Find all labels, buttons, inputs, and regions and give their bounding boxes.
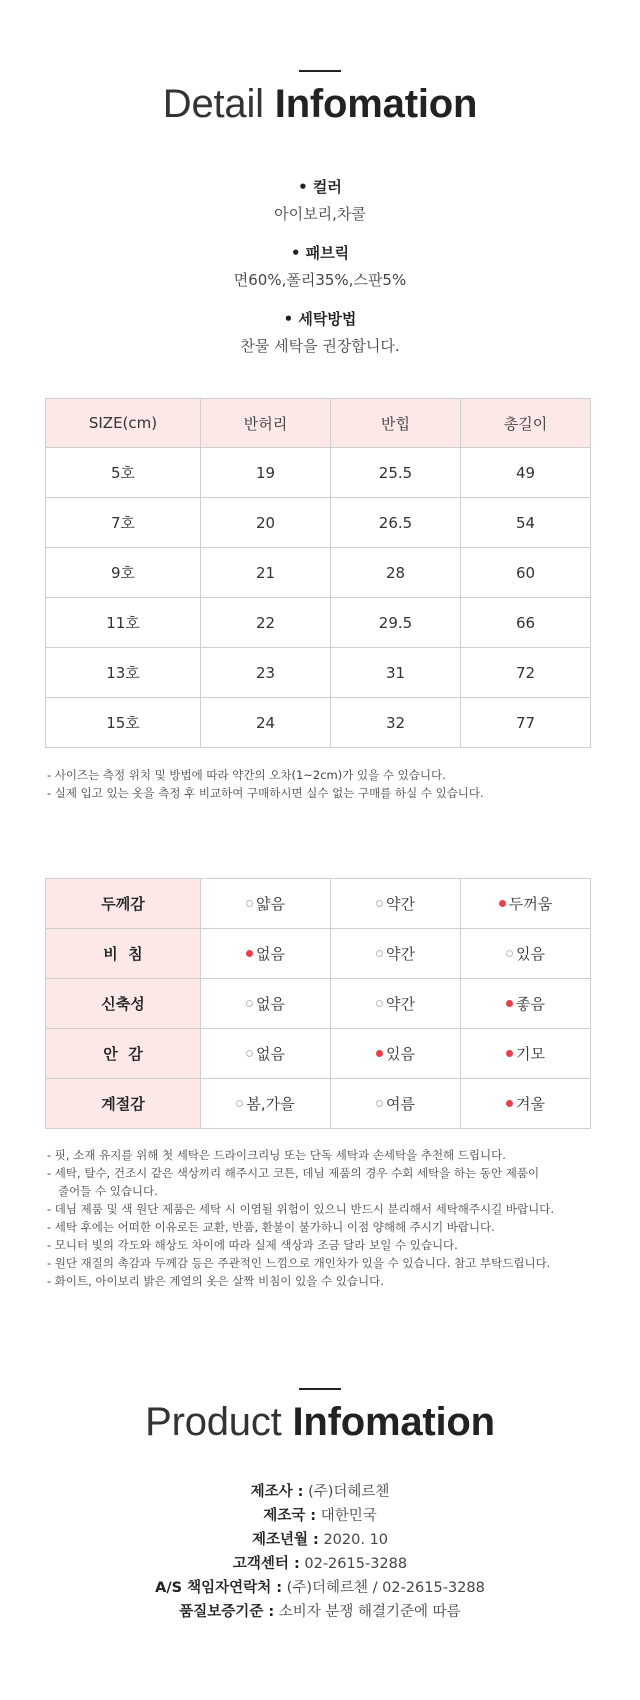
feel-option-label: 여름 [386, 1095, 415, 1113]
info-key: 제조년월 : [251, 1532, 319, 1548]
info-row-as-contact [0, 1576, 640, 1600]
note-line: 줄어들 수 있습니다. [47, 1184, 158, 1198]
table-cell: 23 [201, 648, 331, 698]
feel-option-label: 약간 [386, 945, 415, 963]
feel-option-label: 있음 [386, 1045, 415, 1063]
table-cell: 20 [201, 498, 331, 548]
feel-option-label: 없음 [256, 945, 285, 963]
feel-option-label: 봄,가을 [246, 1095, 295, 1113]
table-cell: 7호 [46, 498, 201, 548]
spec-label: • 컬러 [298, 178, 342, 196]
selected-dot-icon [499, 900, 506, 907]
table-cell: 25.5 [331, 448, 461, 498]
note-line: - 핏, 소재 유지를 위해 첫 세탁은 드라이크리닝 또는 단독 세탁과 손세탁을 추천해 드립니다. [47, 1148, 506, 1162]
spec-item-washing [0, 308, 640, 356]
table-cell: 5호 [46, 448, 201, 498]
note-line: - 데님 제품 및 색 원단 제품은 세탁 시 이염될 위험이 있으니 반드시 분리해서 세탁해주시길 바랍니다. [47, 1202, 554, 1216]
feel-option [331, 1029, 461, 1079]
table-cell: 28 [331, 548, 461, 598]
header-cell: 총길이 [461, 399, 591, 448]
table-cell: 13호 [46, 648, 201, 698]
feel-option [331, 979, 461, 1029]
product-title-bold: Infomation [292, 1400, 495, 1444]
detail-title-bold: Infomation [274, 82, 478, 126]
note-line: - 사이즈는 측정 위치 및 방법에 따라 약간의 오차(1~2cm)가 있을 수 있습니다. [47, 768, 446, 782]
header-cell: 반힙 [331, 399, 461, 448]
unselected-dot-icon [376, 1000, 383, 1007]
table-cell: 19 [201, 448, 331, 498]
feel-option [461, 979, 591, 1029]
info-key: 고객센터 : [232, 1556, 300, 1572]
info-key: 품질보증기준 : [179, 1604, 275, 1620]
detail-header [0, 70, 640, 127]
unselected-dot-icon [246, 1050, 253, 1057]
feel-option-label: 없음 [256, 995, 285, 1013]
table-row [46, 698, 591, 748]
unselected-dot-icon [376, 1100, 383, 1107]
table-cell: 15호 [46, 698, 201, 748]
info-key: 제조국 : [263, 1508, 317, 1524]
spec-value: 찬물 세탁을 권장합니다. [240, 337, 400, 355]
feel-option-label: 좋음 [516, 995, 545, 1013]
detail-title-light: Detail [162, 82, 264, 126]
title-divider [299, 70, 341, 72]
spec-item-color [0, 176, 640, 224]
feel-option [201, 879, 331, 929]
info-row-customer-center [0, 1552, 640, 1576]
feel-label: 신축성 [46, 979, 201, 1029]
info-value: 2020. 10 [323, 1532, 389, 1548]
table-row [46, 598, 591, 648]
feel-row [46, 1029, 591, 1079]
table-cell: 29.5 [331, 598, 461, 648]
size-notes [47, 766, 484, 802]
product-info-list [0, 1480, 640, 1624]
feel-label: 두께감 [46, 879, 201, 929]
table-row [46, 648, 591, 698]
feel-option-label: 두꺼움 [508, 895, 553, 913]
info-value: 소비자 분쟁 해결기준에 따름 [278, 1604, 461, 1620]
product-title [0, 1400, 640, 1445]
table-row [46, 548, 591, 598]
feel-option-label: 있음 [516, 945, 545, 963]
info-row-manufacturer [0, 1480, 640, 1504]
feel-option-label: 기모 [516, 1045, 545, 1063]
table-cell: 77 [461, 698, 591, 748]
feel-option-label: 약간 [386, 995, 415, 1013]
feel-row [46, 929, 591, 979]
table-cell: 22 [201, 598, 331, 648]
feel-option [201, 929, 331, 979]
feel-option [201, 979, 331, 1029]
selected-dot-icon [506, 1000, 513, 1007]
selected-dot-icon [506, 1050, 513, 1057]
table-cell: 66 [461, 598, 591, 648]
feel-label: 안 감 [46, 1029, 201, 1079]
table-cell: 11호 [46, 598, 201, 648]
feel-table [45, 878, 591, 1129]
feel-option [331, 1079, 461, 1129]
feel-option [331, 879, 461, 929]
unselected-dot-icon [246, 900, 253, 907]
feel-option [201, 1029, 331, 1079]
table-row [46, 498, 591, 548]
info-value: (주)더헤르첸 [308, 1484, 390, 1500]
care-notes [47, 1146, 554, 1290]
selected-dot-icon [376, 1050, 383, 1057]
unselected-dot-icon [376, 900, 383, 907]
spec-label: • 패브릭 [290, 244, 350, 262]
feel-option-label: 얇음 [256, 895, 285, 913]
feel-option [461, 929, 591, 979]
feel-option [201, 1079, 331, 1129]
feel-label: 계절감 [46, 1079, 201, 1129]
size-table-header [46, 399, 591, 448]
feel-row [46, 979, 591, 1029]
info-value: 대한민국 [320, 1508, 377, 1524]
size-table [45, 398, 591, 748]
unselected-dot-icon [236, 1100, 243, 1107]
spec-item-fabric [0, 242, 640, 290]
info-value: 02-2615-3288 [304, 1556, 408, 1572]
feel-option-label: 겨울 [516, 1095, 545, 1113]
table-cell: 24 [201, 698, 331, 748]
feel-table-body [46, 879, 591, 1129]
note-line: - 화이트, 아이보리 밝은 계열의 옷은 살짝 비침이 있을 수 있습니다. [47, 1274, 384, 1288]
title-divider [299, 1388, 341, 1390]
feel-option-label: 약간 [386, 895, 415, 913]
selected-dot-icon [506, 1100, 513, 1107]
info-key: 제조사 : [250, 1484, 304, 1500]
info-row-country [0, 1504, 640, 1528]
table-cell: 26.5 [331, 498, 461, 548]
feel-option [461, 1029, 591, 1079]
table-row [46, 448, 591, 498]
table-cell: 54 [461, 498, 591, 548]
note-line: - 모니터 빛의 각도와 해상도 차이에 따라 실제 색상과 조금 달라 보일 수 있습니다. [47, 1238, 458, 1252]
table-cell: 72 [461, 648, 591, 698]
table-cell: 31 [331, 648, 461, 698]
info-row-warranty [0, 1600, 640, 1624]
feel-label: 비 침 [46, 929, 201, 979]
header-cell: 반허리 [201, 399, 331, 448]
product-title-light: Product [145, 1400, 282, 1444]
table-cell: 9호 [46, 548, 201, 598]
feel-option [461, 879, 591, 929]
note-line: - 세탁 후에는 어떠한 이유로든 교환, 반품, 환불이 불가하니 이점 양해해 주시기 바랍니다. [47, 1220, 495, 1234]
table-cell: 21 [201, 548, 331, 598]
table-cell: 32 [331, 698, 461, 748]
feel-option-label: 없음 [256, 1045, 285, 1063]
table-cell: 60 [461, 548, 591, 598]
spec-list [0, 158, 640, 356]
note-line: - 세탁, 탈수, 건조시 같은 색상끼리 해주시고 코튼, 데님 제품의 경우 수회 세탁을 하는 동안 제품이 [47, 1166, 540, 1180]
feel-row [46, 879, 591, 929]
spec-value: 아이보리,차콜 [274, 205, 366, 223]
unselected-dot-icon [376, 950, 383, 957]
unselected-dot-icon [506, 950, 513, 957]
selected-dot-icon [246, 950, 253, 957]
spec-label: • 세탁방법 [283, 310, 357, 328]
note-line: - 원단 재질의 촉감과 두께감 등은 주관적인 느낌으로 개인차가 있을 수 있습니다. 참고 부탁드립니다. [47, 1256, 551, 1270]
info-value: (주)더헤르첸 / 02-2615-3288 [286, 1580, 485, 1596]
unselected-dot-icon [246, 1000, 253, 1007]
info-row-date [0, 1528, 640, 1552]
product-header [0, 1388, 640, 1445]
note-line: - 실제 입고 있는 옷을 측정 후 비교하여 구매하시면 실수 없는 구매를 하실 수 있습니다. [47, 786, 484, 800]
table-cell: 49 [461, 448, 591, 498]
feel-row [46, 1079, 591, 1129]
feel-option [331, 929, 461, 979]
header-cell: SIZE(cm) [46, 399, 201, 448]
detail-title [0, 82, 640, 127]
feel-option [461, 1079, 591, 1129]
info-key: A/S 책임자연락처 : [155, 1580, 283, 1596]
spec-value: 면60%,폴리35%,스판5% [233, 271, 407, 289]
